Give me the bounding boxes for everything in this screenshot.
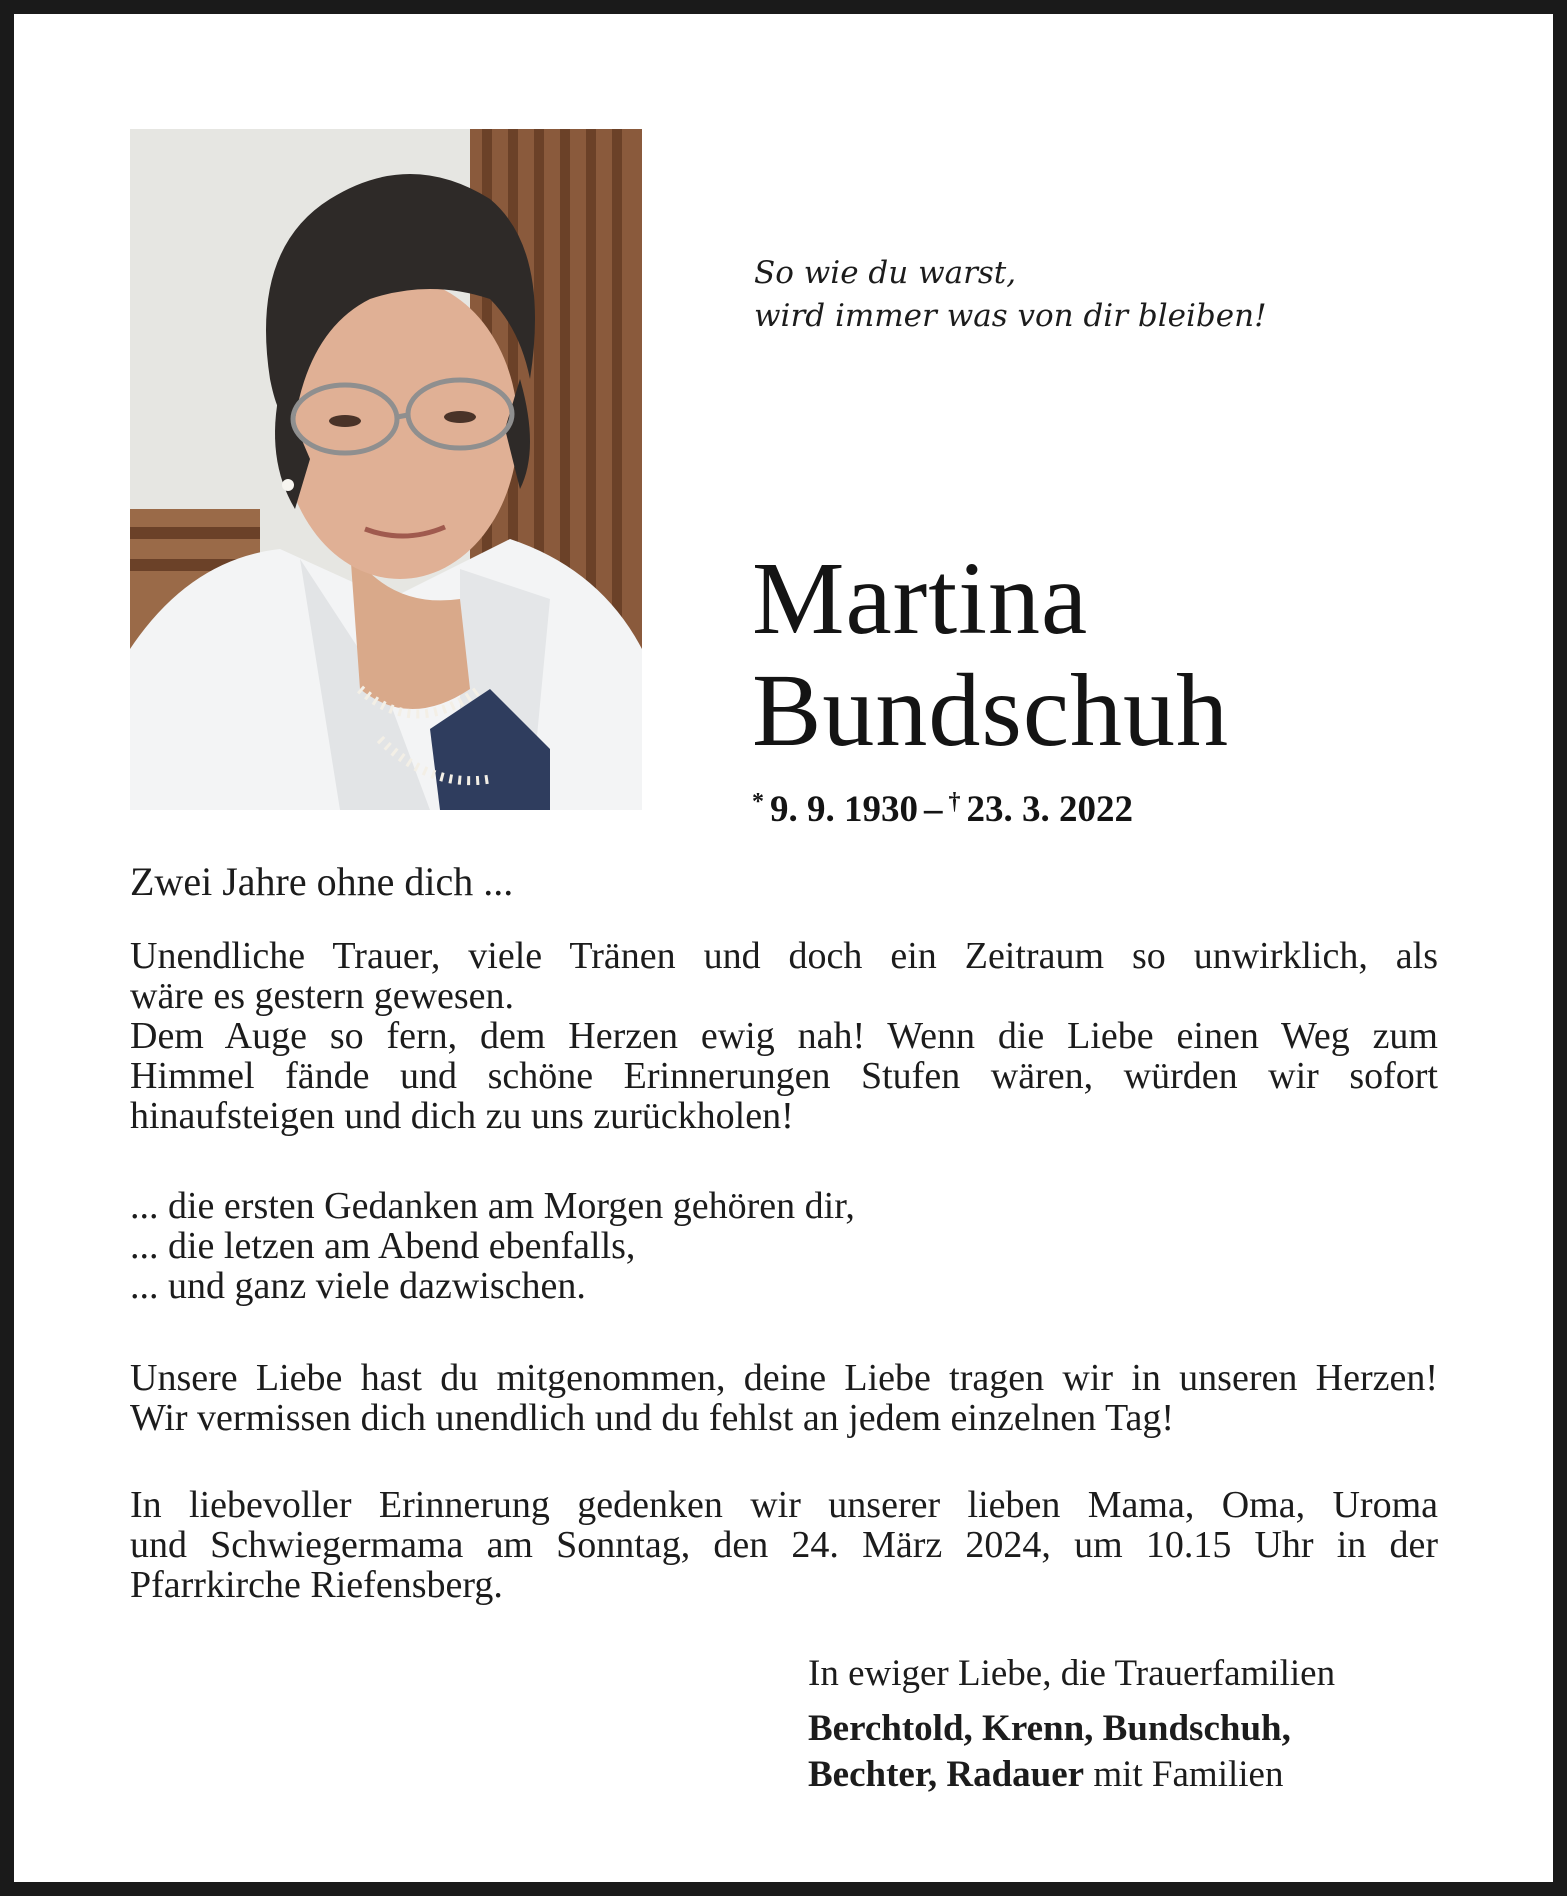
birth-symbol: *	[752, 789, 764, 815]
portrait-photo	[130, 129, 642, 810]
death-symbol: †	[948, 789, 961, 815]
quote-line-2: wird immer was von dir bleiben!	[754, 298, 1267, 334]
quote-line-1: So wie du warst,	[754, 255, 1017, 291]
memorial-quote	[754, 252, 1267, 338]
paragraph-4	[130, 1485, 1438, 1605]
paragraph-2-line-1: ... die ersten Gedanken am Morgen gehören dir,	[130, 1185, 855, 1227]
paragraph-2-line-3: ... und ganz viele dazwischen.	[130, 1265, 586, 1307]
portrait-image	[130, 129, 642, 810]
paragraph-1	[130, 936, 1438, 1136]
families-line-1: Berchtold, Krenn, Bundschuh,	[808, 1708, 1291, 1749]
paragraph-3-line-2: Wir vermissen dich unendlich und du fehlst an jedem einzelnen Tag!	[130, 1397, 1175, 1439]
families-suffix: mit Familien	[1084, 1754, 1284, 1795]
families-line-2: Bechter, Radauer	[808, 1754, 1085, 1795]
first-name: Martina	[752, 541, 1089, 656]
signoff-line: In ewiger Liebe, die Trauerfamilien	[808, 1653, 1336, 1694]
life-dates	[752, 780, 1133, 832]
paragraph-3-line-1: Unsere Liebe hast du mitgenommen, deine Liebe tragen wir in unseren Herzen!	[130, 1357, 1438, 1399]
date-separator: –	[924, 789, 943, 830]
memorial-heading: Zwei Jahre ohne dich ...	[130, 859, 514, 904]
paragraph-1-line-1: Unendliche Trauer, viele Tränen und doch ein Zeitraum so unwirklich, als	[130, 935, 1438, 977]
paragraph-1-line-5: hinaufsteigen und dich zu uns zurückholen!	[130, 1095, 794, 1137]
paragraph-3	[130, 1358, 1438, 1438]
paragraph-4-line-3: Pfarrkirche Riefensberg.	[130, 1564, 503, 1606]
paragraph-4-line-2: und Schwiegermama am Sonntag, den 24. März 2024, um 10.15 Uhr in der	[130, 1524, 1438, 1566]
death-date: 23. 3. 2022	[966, 789, 1133, 830]
paragraph-2	[130, 1186, 1438, 1306]
birth-date: 9. 9. 1930	[770, 789, 918, 830]
paragraph-1-line-3: Dem Auge so fern, dem Herzen ewig nah! Wenn die Liebe einen Weg zum	[130, 1015, 1438, 1057]
deceased-name	[752, 543, 1229, 767]
last-name: Bundschuh	[752, 653, 1229, 768]
family-names	[808, 1706, 1291, 1798]
paragraph-1-line-2: wäre es gestern gewesen.	[130, 975, 515, 1017]
paragraph-2-line-2: ... die letzen am Abend ebenfalls,	[130, 1225, 636, 1267]
paragraph-4-line-1: In liebevoller Erinnerung gedenken wir unserer lieben Mama, Oma, Uroma	[130, 1484, 1438, 1526]
paragraph-1-line-4: Himmel fände und schöne Erinnerungen Stufen wären, würden wir sofort	[130, 1055, 1438, 1097]
